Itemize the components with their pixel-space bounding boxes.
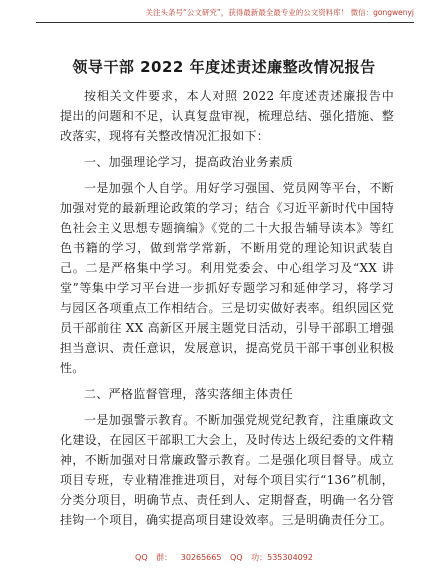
- section-2-paragraph: 一是加强警示教育。不断加强党规党纪教育，注重廉政文化建设，在园区干部职工大会上，及时传达上级纪委的文件精神，不断加强对日常廉政警示教育。二是强化项目督导。成立项目专班，专业精准推进项目，对每个项目实行“136”机制，分类分项目，明确节点、责任到人、定期督查，明确一名分管挂钩一个项目，确实提高项目建设效率。三是明确责任分工。: [60, 413, 394, 527]
- footer-contact: QQ 群： 30265665 QQ 功：535304092: [135, 553, 313, 562]
- header-promo-note: 关注头条号“公文研究”，获得最新最全最专业的公文资料库！ 微信：gongwenyj: [145, 8, 414, 17]
- document-title: 领导干部 2022 年度述责述廉整改情况报告: [72, 58, 376, 76]
- header-divider: [36, 22, 414, 23]
- intro-paragraph: 按相关文件要求，本人对照 2022 年度述责述廉报告中提出的问题和不足，认真复盘审视，梳理总结、强化措施、整改落实，现将有关整改情况汇报如下：: [60, 89, 394, 143]
- document-body: [60, 86, 394, 530]
- section-1-paragraph: 一是加强个人自学。用好学习强国、党员网等平台，不断加强对党的最新理论政策的学习；结合《习近平新时代中国特色社会主义思想专题摘编》《党的二十大报告辅导读本》等红色书籍的学习，做到常学常新，不断用党的理论知识武装自己。二是严格集中学习。利用党委会、中心组学习及“XX 讲堂”等集中学习平台进一步抓好专题学习和延伸学习，将学习与园区各项重点工作相结合。三是切实做好表率。组织园区党员干部前往 XX 高新区开展主题党日活动，引导干部职工增强担当意识、责任意识，发展意识，提高党员干部干事创业积极性。: [60, 181, 394, 375]
- section-heading-2: 二、严格监督管理，落实落细主体责任: [84, 387, 294, 401]
- section-heading-1: 一、加强理论学习，提高政治业务素质: [84, 155, 294, 169]
